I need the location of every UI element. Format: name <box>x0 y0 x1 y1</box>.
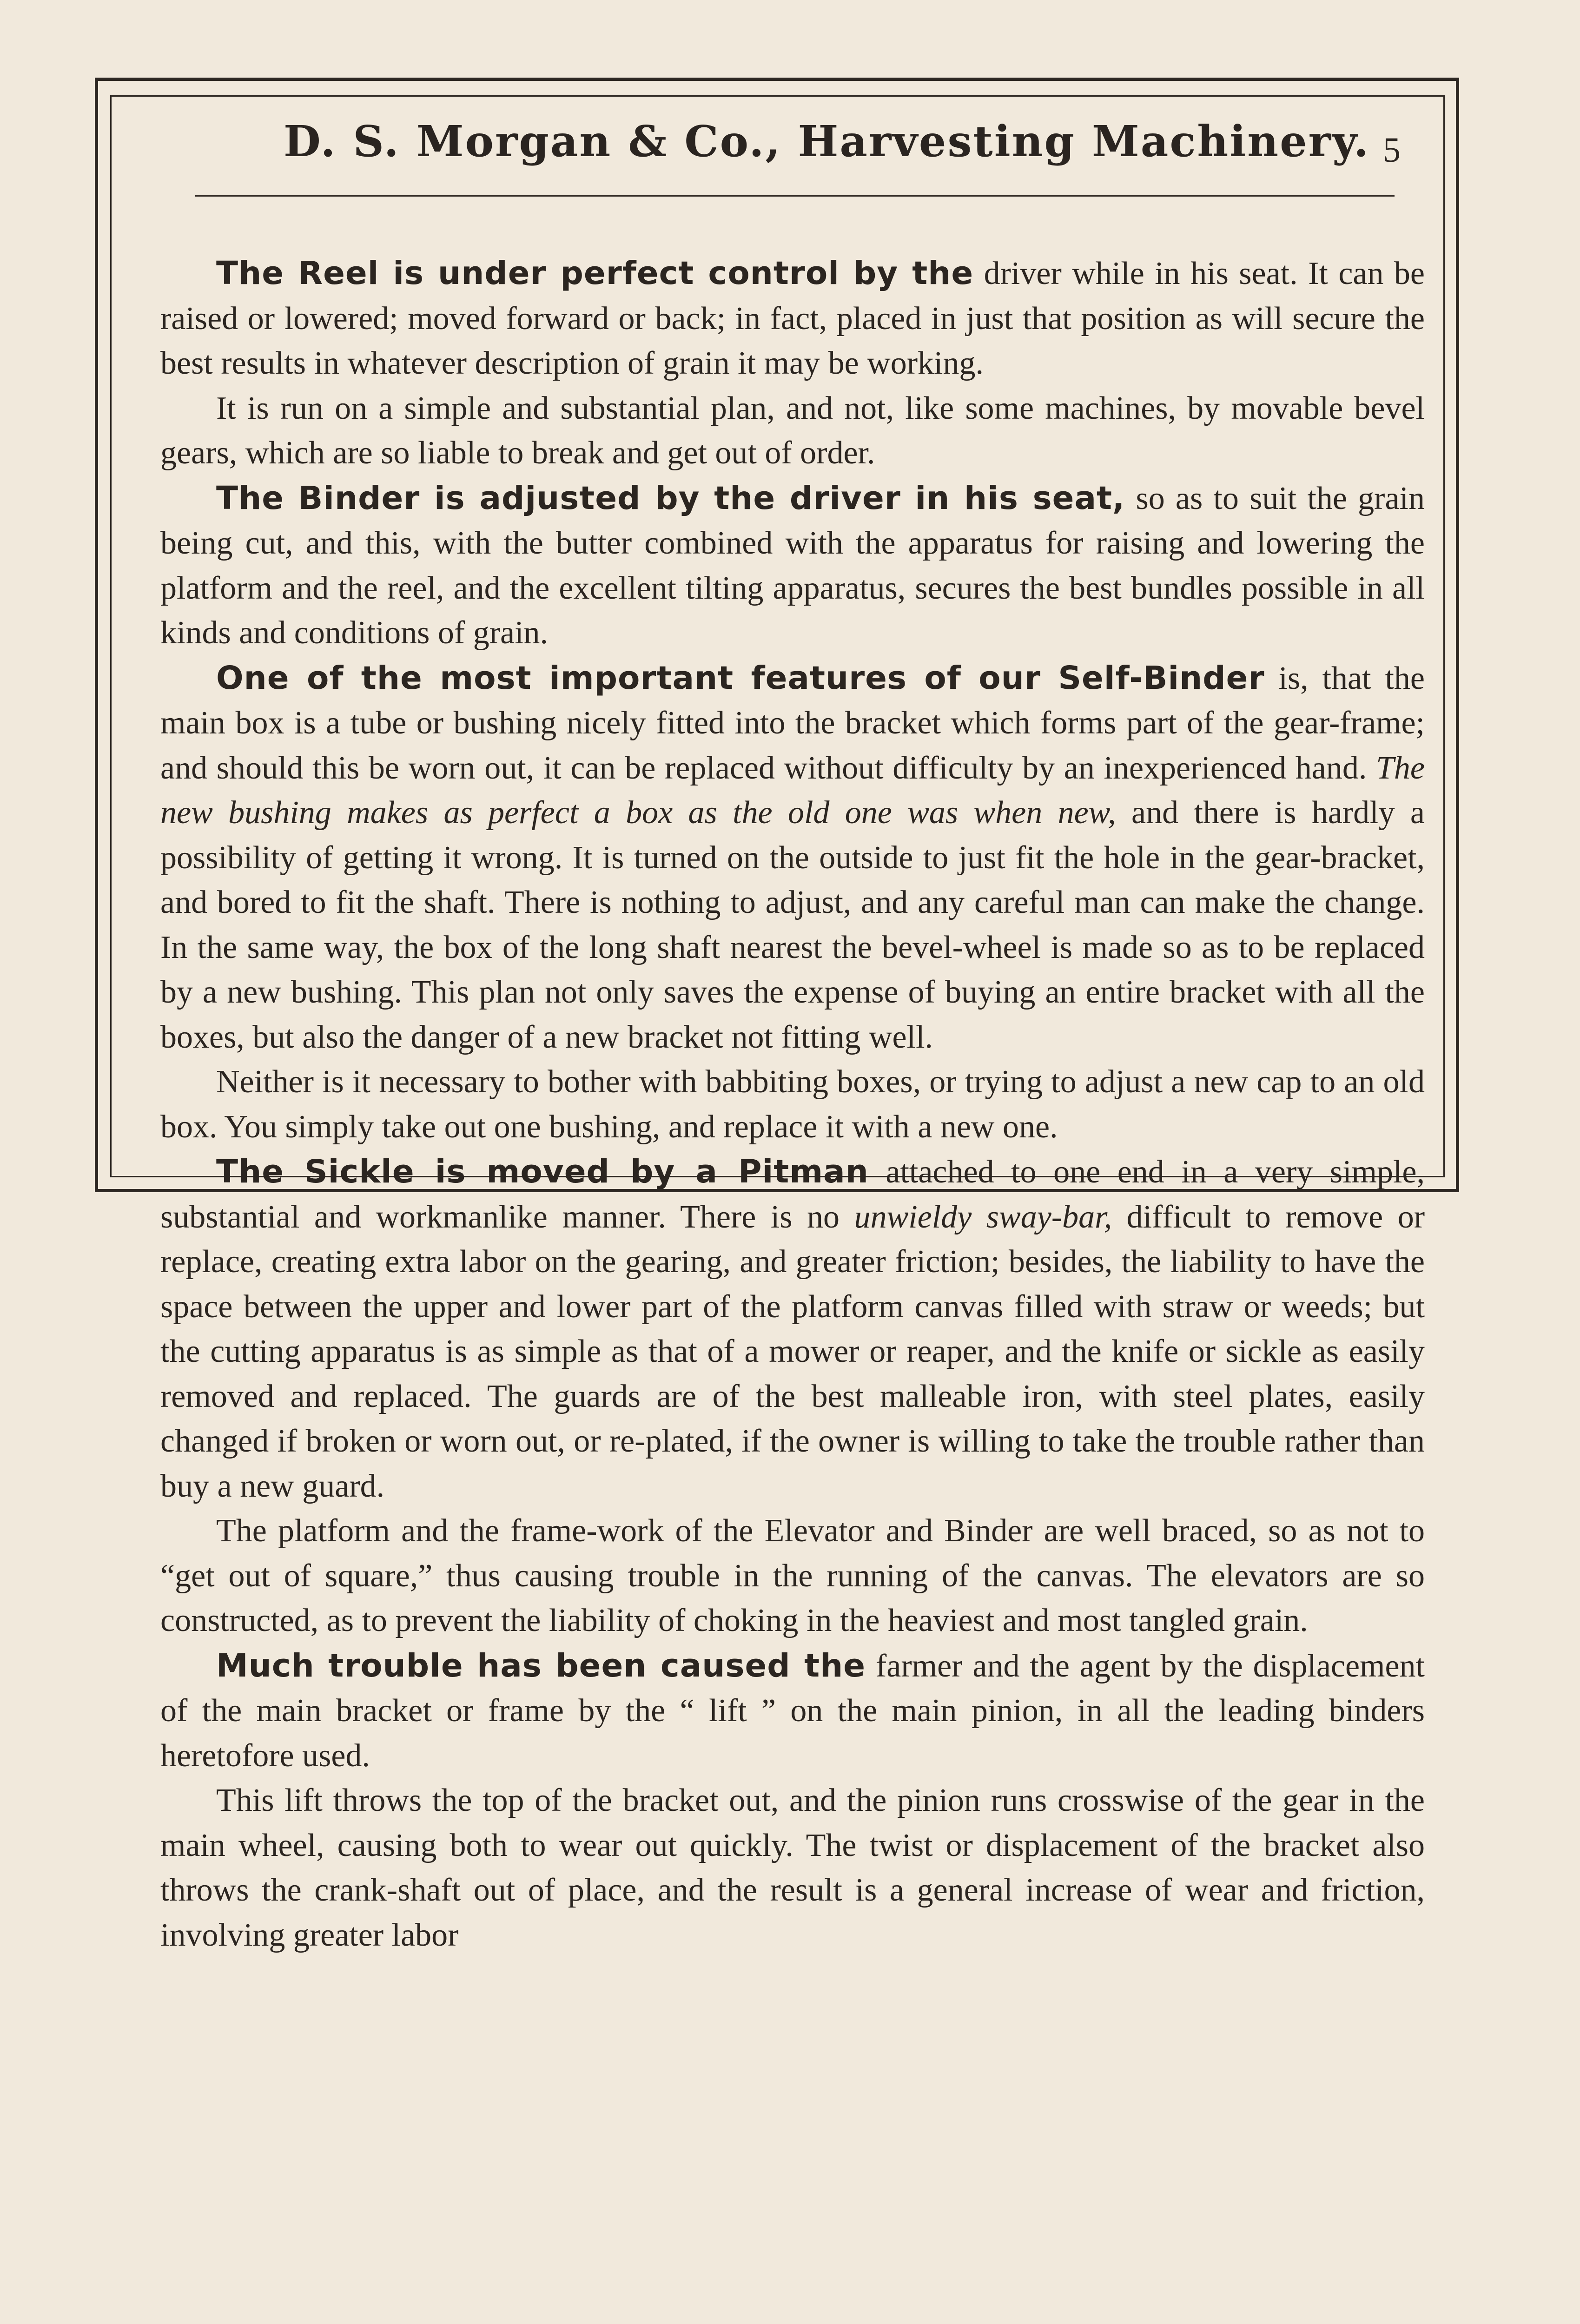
paragraph-reel-mechanism <box>160 386 1425 476</box>
paragraph-italic: The new bushing makes as perfect a box as the old one was when new, <box>160 750 1425 831</box>
paragraph-binder <box>160 476 1425 656</box>
page-number: 5 <box>1383 131 1401 170</box>
paragraph-lead: The Reel is under perfect control by the <box>216 255 974 292</box>
body-text <box>160 251 1425 1958</box>
paragraph-text: and there is hardly a possibility of getting it wrong. It is turned on the outside to just fit the hole in the gear-bracket, and bored to fit the shaft. There is nothing to adjust, and any careful man can make the change. In the same way, the box of the long shaft nearest the bevel-wheel is made so as to be replaced by a new bushing. This plan not only saves the expense of buying an entire bracket with all the boxes, but also the danger of a new bracket not fitting well. <box>160 795 1425 1055</box>
paragraph-text: attached to one end in a very simple, substantial and workmanlike manner. There is no <box>160 1154 1425 1235</box>
paragraph-text: farmer and the agent by the displacement of the main bracket or frame by the “ lift ” on the main pinion, in all the leading binders heretofore used. <box>160 1648 1425 1774</box>
paragraph-sickle <box>160 1149 1425 1509</box>
paragraph-reel <box>160 251 1425 386</box>
paragraph-lift <box>160 1778 1425 1958</box>
paragraph-lead: Much trouble has been caused the <box>216 1647 866 1684</box>
paragraph-text: Neither is it necessary to bother with babbiting boxes, or trying to adjust a new cap to an old box. You simply take out one bushing, and replace it with a new one. <box>160 1064 1425 1145</box>
paragraph-text: It is run on a simple and substantial plan, and not, like some machines, by movable bevel gears, which are so liable to break and get out of order. <box>160 390 1425 471</box>
paragraph-lead: One of the most important features of our Self-Binder <box>216 659 1265 697</box>
paragraph-lead: The Binder is adjusted by the driver in his seat, <box>216 479 1125 517</box>
paragraph-lead: The Sickle is moved by a Pitman <box>216 1153 869 1190</box>
paragraph-text: driver while in his seat. It can be raised or lowered; moved forward or back; in fact, placed in just that position as will secure the best results in whatever description of grain it may be working. <box>160 256 1425 381</box>
paragraph-italic: unwieldy sway-bar, <box>854 1199 1112 1235</box>
paragraph-text: difficult to remove or replace, creating extra labor on the gearing, and greater friction; besides, the liability to have the space between the upper and lower part of the platform canvas filled with straw or weeds; but the cutting apparatus is as simple as that of a mower or reaper, and the knife or sickle as easily removed and replaced. The guards are of the best malleable iron, with steel plates, easily changed if broken or worn out, or re-plated, if the owner is willing to take the trouble rather than buy a new guard. <box>160 1199 1425 1504</box>
paragraph-trouble <box>160 1644 1425 1779</box>
paragraph-bushing <box>160 1060 1425 1149</box>
paragraph-text: The platform and the frame-work of the Elevator and Binder are well braced, so as not to “get out of square,” thus causing trouble in the running of the canvas. The elevators are so constructed, as to prevent the liability of choking in the heaviest and most tangled grain. <box>160 1513 1425 1638</box>
header-rule <box>195 195 1395 197</box>
paragraph-platform <box>160 1509 1425 1644</box>
running-title: D. S. Morgan & Co., Harvesting Machinery. <box>284 116 1370 166</box>
paragraph-features <box>160 656 1425 1060</box>
paragraph-text: so as to suit the grain being cut, and this, with the butter combined with the apparatus for raising and lowering the platform and the reel, and the excellent tilting apparatus, secures the best bundles possible in all kinds and conditions of grain. <box>160 480 1425 651</box>
paragraph-text: This lift throws the top of the bracket out, and the pinion runs crosswise of the gear in the main wheel, causing both to wear out quickly. The twist or displacement of the bracket also throws the crank-shaft out of place, and the result is a general increase of wear and friction, involving greater labor <box>160 1783 1425 1953</box>
paragraph-text: is, that the main box is a tube or bushing nicely fitted into the bracket which forms part of the gear-frame; and should this be worn out, it can be replaced without difficulty by an inexperienced hand. <box>160 660 1425 786</box>
